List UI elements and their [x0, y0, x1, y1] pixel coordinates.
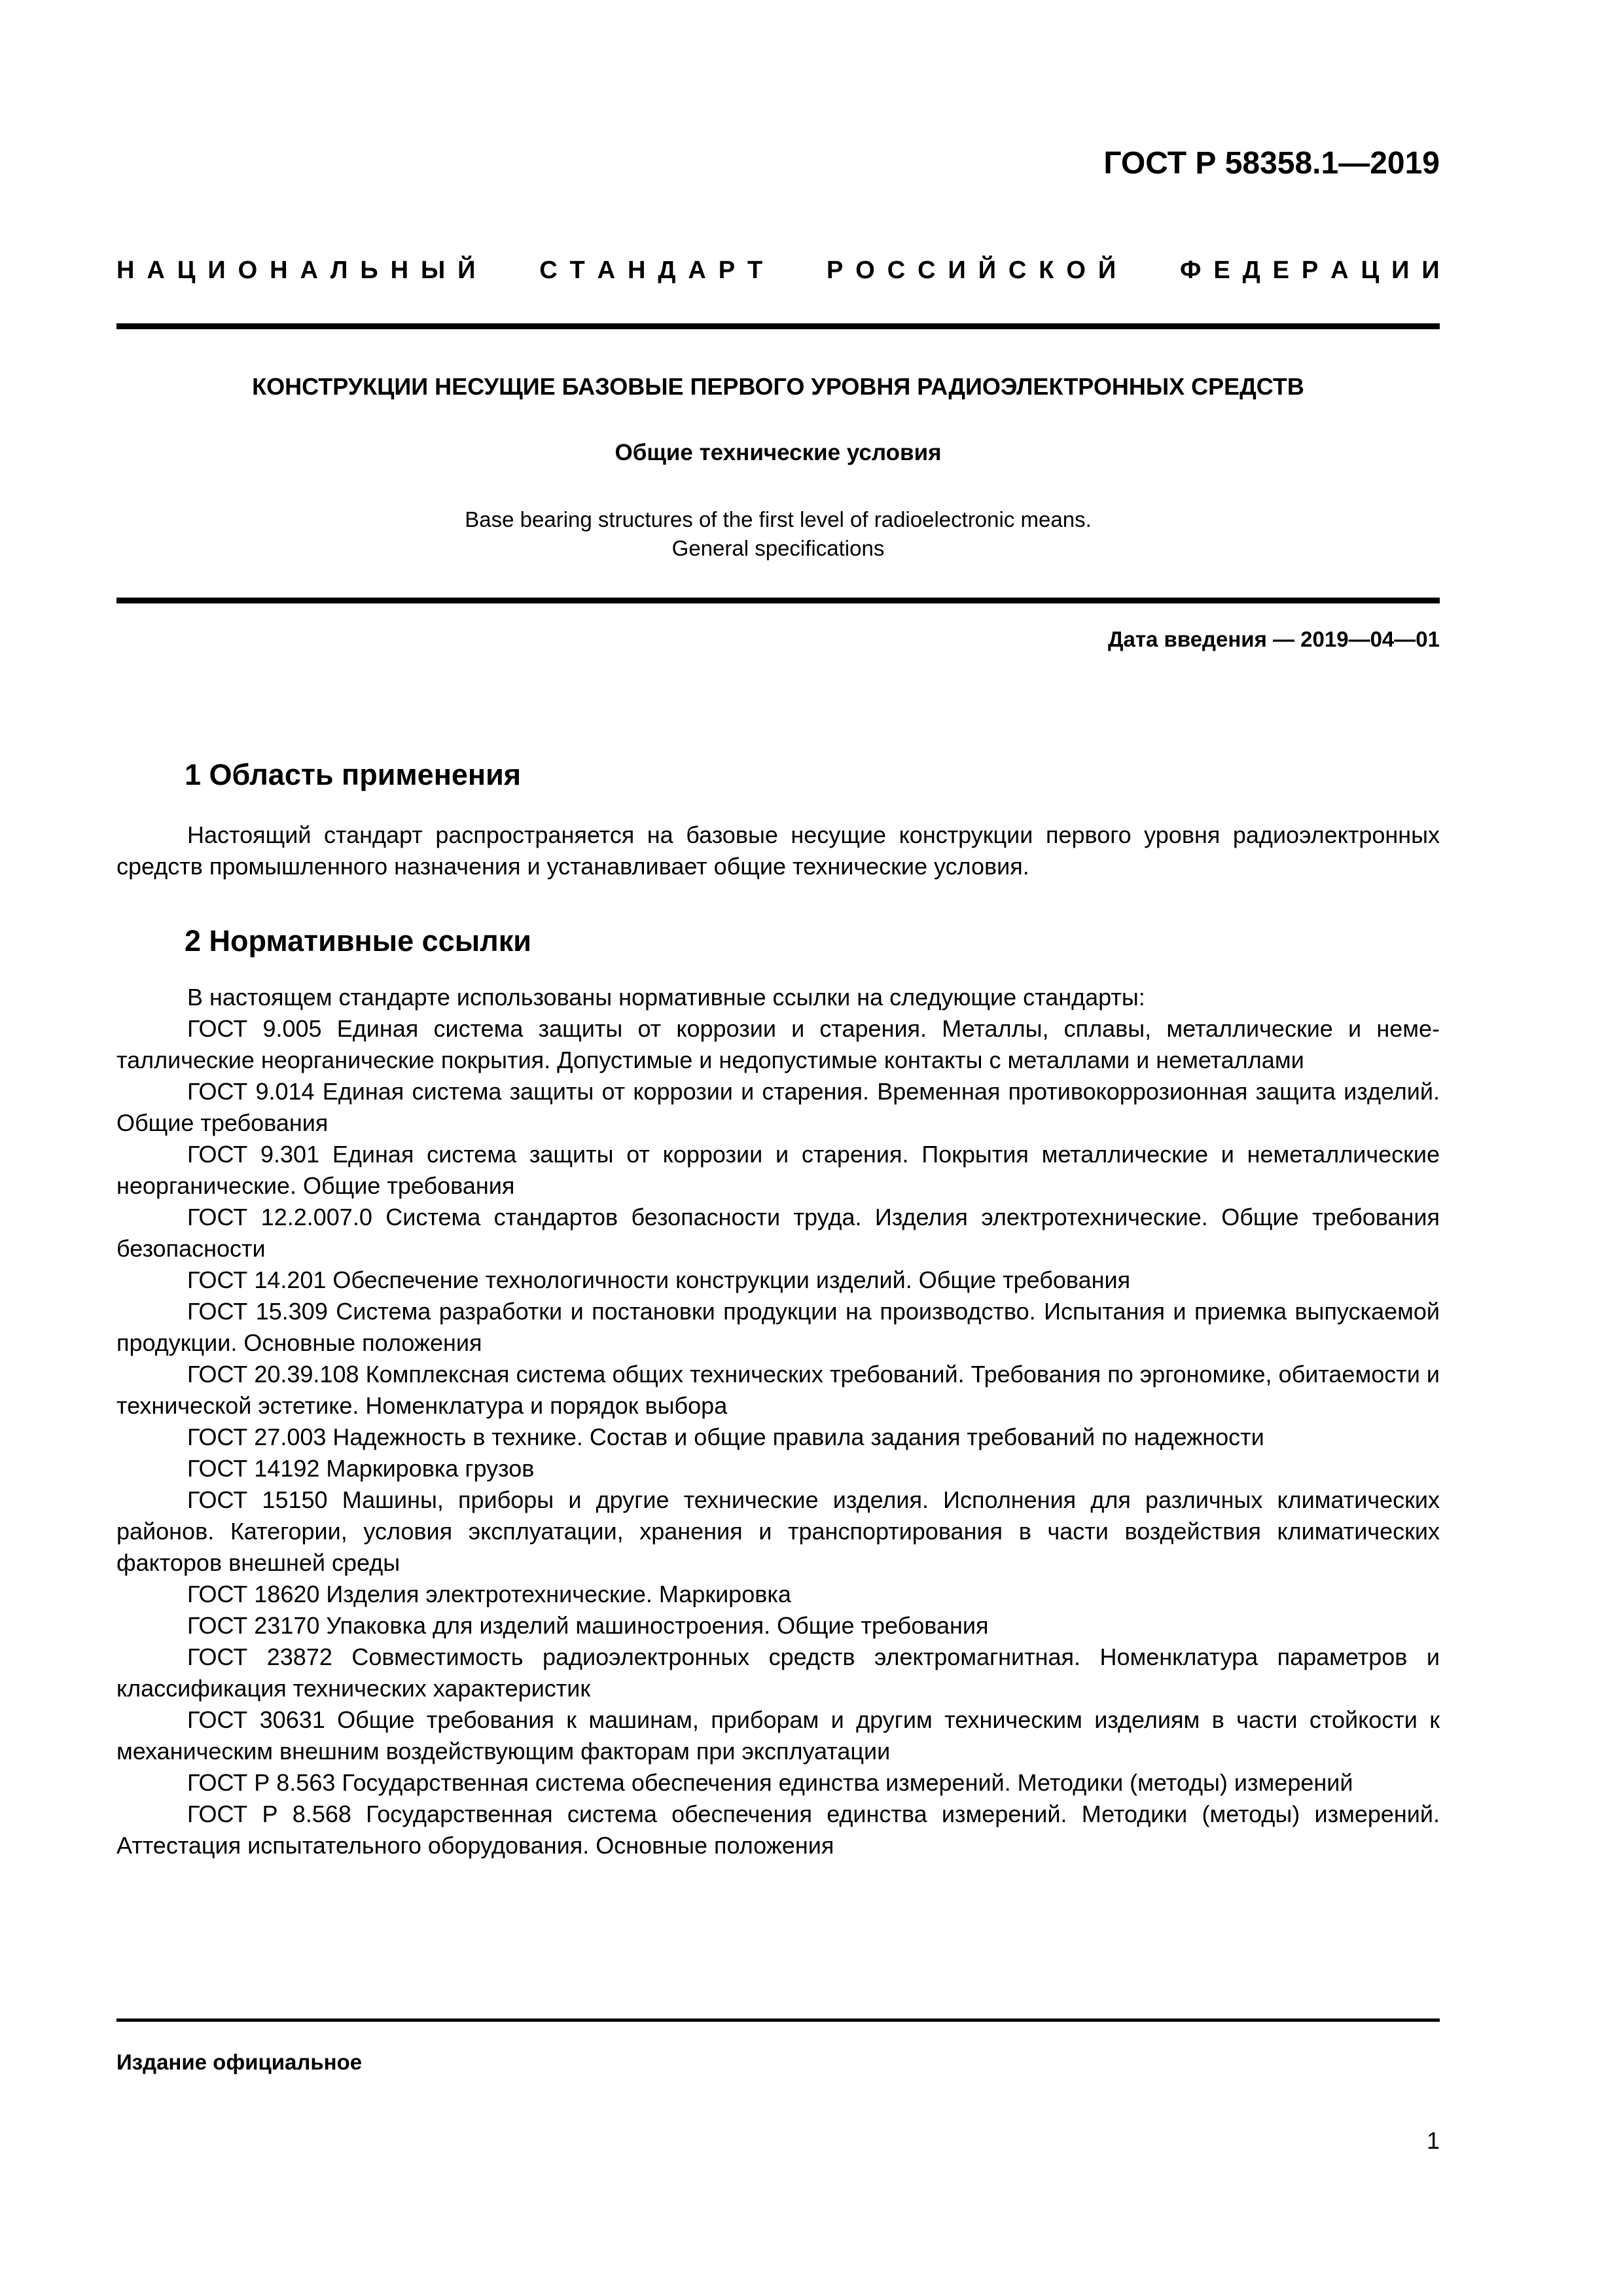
reference-item: ГОСТ 9.005 Единая система защиты от коррозии и старения. Металлы, сплавы, металлические и неметаллические неорганические покрытия. Допустимые и недопустимые контакты с металлами и неметаллами: [116, 1015, 1440, 1073]
reference-item: ГОСТ 27.003 Надежность в технике. Состав и общие правила задания требований по надежности: [187, 1424, 1264, 1450]
reference-item: ГОСТ 14.201 Обеспечение технологичности конструкции изделий. Общие требования: [187, 1266, 1131, 1293]
national-standard-heading: [116, 257, 1440, 285]
reference-item: ГОСТ 20.39.108 Комплексная система общих технических требований. Требования по эргономике, обитаемости и технической эстетике. Номенклатура и порядок выбора: [116, 1361, 1440, 1419]
section-1-text: Настоящий стандарт распространяется на базовые несущие конструкции первого уровня радиоэлектронных средств промышленного назначения и устанавливает общие технические условия.: [116, 821, 1440, 880]
header-rule: [116, 323, 1440, 329]
page-number: 1: [1426, 2127, 1440, 2154]
document-subtitle: Общие технические условия: [615, 440, 942, 465]
document-title: КОНСТРУКЦИИ НЕСУЩИЕ БАЗОВЫЕ ПЕРВОГО УРОВНЯ РАДИОЭЛЕКТРОННЫХ СРЕДСТВ: [252, 373, 1304, 400]
reference-list: [116, 1013, 1440, 1861]
document-page: [116, 0, 1440, 2296]
english-title: [116, 505, 1440, 563]
gost-number: ГОСТ Р 58358.1—2019: [1103, 146, 1440, 181]
reference-item: ГОСТ 9.014 Единая система защиты от коррозии и старения. Временная противокоррозионная защита изделий. Общие требования: [116, 1078, 1440, 1136]
english-title-line-1: Base bearing structures of the first level of radioelectronic means.: [465, 507, 1092, 531]
footer-rule: [116, 2018, 1440, 2022]
english-title-line-2: General specifications: [671, 536, 885, 560]
section-2-intro: В настоящем стандарте использованы нормативные ссылки на следующие стандарты:: [187, 984, 1145, 1011]
reference-item: ГОСТ 14192 Маркировка грузов: [187, 1455, 535, 1482]
introduction-date: Дата введения — 2019—04—01: [1108, 627, 1440, 651]
section-1-body: [116, 819, 1440, 882]
reference-item: ГОСТ 15150 Машины, приборы и другие технические изделия. Исполнения для различных климатических районов. Категории, условия эксплуатации, хранения и транспортирования в части воздействия климатических факторов внешней среды: [116, 1486, 1440, 1576]
reference-item: ГОСТ 18620 Изделия электротехнические. Маркировка: [187, 1581, 791, 1607]
reference-item: ГОСТ 30631 Общие требования к машинам, приборам и другим техническим изделиям в части стойкости к механическим внешним воздействующим факторам при эксплуатации: [116, 1706, 1440, 1765]
reference-item: ГОСТ 9.301 Единая система защиты от коррозии и старения. Покрытия металлические и неметаллические неорганические. Общие требования: [116, 1141, 1440, 1199]
reference-item: ГОСТ 23872 Совместимость радиоэлектронных средств электромагнитная. Номенклатура параметров и классификация технических характеристик: [116, 1643, 1440, 1702]
edition-note: Издание официальное: [116, 2050, 363, 2074]
section-2-heading: 2 Нормативные ссылки: [185, 924, 531, 958]
reference-item: ГОСТ Р 8.568 Государственная система обеспечения единства измерений. Методики (методы) измерений. Аттестация испытательного оборудования. Основные положения: [116, 1801, 1440, 1859]
title-rule: [116, 598, 1440, 603]
national-standard-text: Н А Ц И О Н А Л Ь Н Ы Й С Т А Н Д А Р Т Р О С С И Й С К О Й Ф Е Д Е Р А Ц И И: [116, 257, 1440, 284]
section-2-body: [116, 982, 1440, 1861]
reference-item: ГОСТ 23170 Упаковка для изделий машиностроения. Общие требования: [187, 1612, 989, 1639]
reference-item: ГОСТ Р 8.563 Государственная система обеспечения единства измерений. Методики (методы) измерений: [187, 1769, 1353, 1796]
section-1-heading: 1 Область применения: [185, 758, 522, 791]
reference-item: ГОСТ 15.309 Система разработки и постановки продукции на производство. Испытания и приемка выпускаемой продукции. Основные положения: [116, 1298, 1440, 1356]
reference-item: ГОСТ 12.2.007.0 Система стандартов безопасности труда. Изделия электротехнические. Общие требования безопасности: [116, 1204, 1440, 1262]
